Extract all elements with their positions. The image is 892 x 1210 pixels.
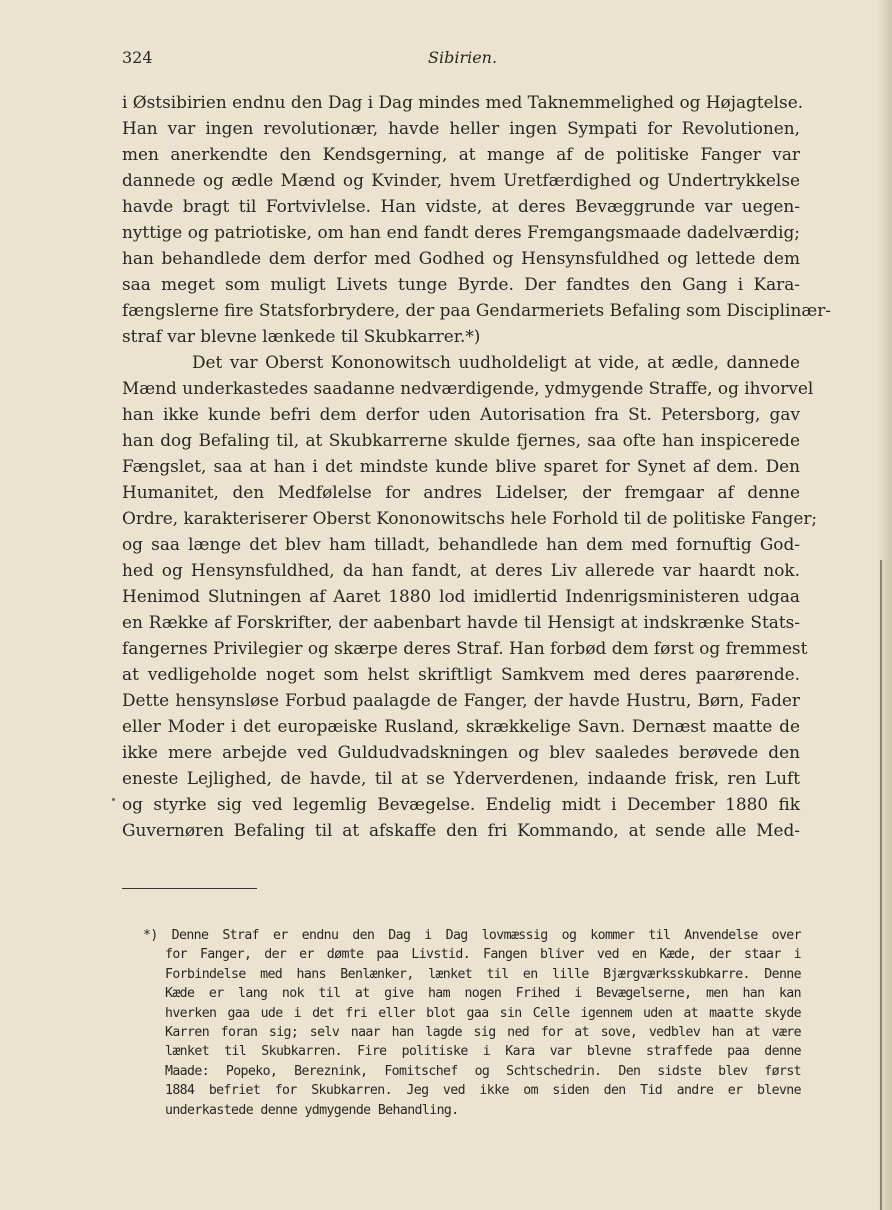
text-line: han ikke kunde befri dem derfor uden Autorisation fra St. Petersborg, gav — [122, 404, 800, 424]
text-line: at vedligeholde noget som helst skriftligt Samkvem med deres paarørende. — [122, 664, 800, 684]
text-line: og styrke sig ved legemlig Bevægelse. Endelig midt i December 1880 fik — [122, 794, 800, 814]
footnote-line: lænket til Skubkarren. Fire politiske i Kara var blevne straffede paa denne — [165, 1044, 801, 1060]
stray-mark — [112, 798, 115, 801]
text-line: i Østsibirien endnu den Dag i Dag mindes med Taknemmelighed og Højagtelse. — [122, 92, 804, 112]
binding-edge-line — [880, 560, 882, 1210]
footnote — [143, 926, 801, 1120]
text-line: hed og Hensynsfuldhed, da han fandt, at deres Liv allerede var haardt nok. — [122, 560, 800, 580]
text-line: Dette hensynsløse Forbud paalagde de Fanger, der havde Hustru, Børn, Fader — [122, 690, 800, 710]
main-text — [122, 89, 831, 843]
text-line: havde bragt til Fortvivlelse. Han vidste, at deres Bevæggrunde var uegen- — [122, 196, 800, 216]
footnote-line: Karren foran sig; selv naar han lagde sig ned for at sove, vedblev han at være — [165, 1024, 801, 1040]
page-header — [122, 48, 812, 72]
text-line: og saa længe det blev ham tilladt, behandlede han dem med fornuftig God- — [122, 534, 800, 554]
footnote-line: Maade: Popeko, Bereznink, Fomitschef og Schtschedrin. Den sidste blev først — [165, 1063, 801, 1079]
text-line: Guvernøren Befaling til at afskaffe den fri Kommando, at sende alle Med- — [122, 820, 800, 840]
text-line: Det var Oberst Kononowitsch uudholdeligt at vide, at ædle, dannede — [192, 352, 800, 372]
footnote-line: Forbindelse med hans Benlænker, lænket til en lille Bjærgværksskubkarre. Denne — [165, 966, 801, 982]
text-line: ikke mere arbejde ved Guldudvadskningen og blev saaledes berøvede den — [122, 742, 800, 762]
text-line: han behandlede dem derfor med Godhed og Hensynsfuldhed og lettede dem — [122, 248, 800, 268]
text-line: nyttige og patriotiske, om han end fandt deres Fremgangsmaade dadelværdig; — [122, 222, 800, 242]
footnote-line: for Fanger, der er dømte paa Livstid. Fangen bliver ved en Kæde, der staar i — [165, 947, 801, 963]
text-line: Han var ingen revolutionær, havde heller ingen Sympati for Revolutionen, — [122, 118, 800, 138]
text-line: Fængslet, saa at han i det mindste kunde blive sparet for Synet af dem. Den — [122, 456, 800, 476]
footnote-line: 1884 befriet for Skubkarren. Jeg ved ikke om siden den Tid andre er blevne — [165, 1083, 801, 1099]
text-line: saa meget som muligt Livets tunge Byrde. Der fandtes den Gang i Kara- — [122, 274, 800, 294]
text-line: Mænd underkastedes saadanne nedværdigende, ydmygende Straffe, og ihvorvel — [122, 378, 814, 398]
footnote-divider — [122, 888, 257, 889]
text-line: men anerkendte den Kendsgerning, at mange af de politiske Fanger var — [122, 144, 800, 164]
text-line: eller Moder i det europæiske Rusland, skrækkelige Savn. Dernæst maatte de — [122, 716, 800, 736]
text-line: fangernes Privilegier og skærpe deres Straf. Han forbød dem først og fremmest — [122, 638, 808, 658]
footnote-line: *) Denne Straf er endnu den Dag i Dag lovmæssig og kommer til Anvendelse over — [143, 928, 801, 943]
footnote-line: Kæde er lang nok til at give ham nogen Frihed i Bevægelserne, men han kan — [165, 986, 801, 1002]
text-line: Humanitet, den Medfølelse for andres Lidelser, der fremgaar af denne — [122, 482, 800, 502]
text-line: en Række af Forskrifter, der aabenbart havde til Hensigt at indskrænke Stats- — [122, 612, 800, 632]
footnote-line: hverken gaa ude i det fri eller blot gaa sin Celle igennem uden at maatte skyde — [165, 1005, 801, 1021]
text-line: han dog Befaling til, at Skubkarrerne skulde fjernes, saa ofte han inspicerede — [122, 430, 800, 450]
text-line: dannede og ædle Mænd og Kvinder, hvem Uretfærdighed og Undertrykkelse — [122, 170, 800, 190]
page-number: 324 — [122, 48, 153, 67]
text-line: Henimod Slutningen af Aaret 1880 lod imidlertid Indenrigsministeren udgaa — [122, 586, 800, 606]
running-title: Sibirien. — [428, 48, 498, 67]
text-line: Ordre, karakteriserer Oberst Kononowitschs hele Forhold til de politiske Fanger; — [122, 508, 818, 528]
footnote-line: underkastede denne ydmygende Behandling. — [165, 1102, 459, 1118]
text-line: eneste Lejlighed, de havde, til at se Yderverdenen, indaande frisk, ren Luft — [122, 768, 800, 788]
text-line: fængslerne fire Statsforbrydere, der paa Gendarmeriets Befaling som Disciplinær- — [122, 300, 831, 320]
text-line: straf var blevne lænkede til Skubkarrer.*) — [122, 326, 481, 346]
